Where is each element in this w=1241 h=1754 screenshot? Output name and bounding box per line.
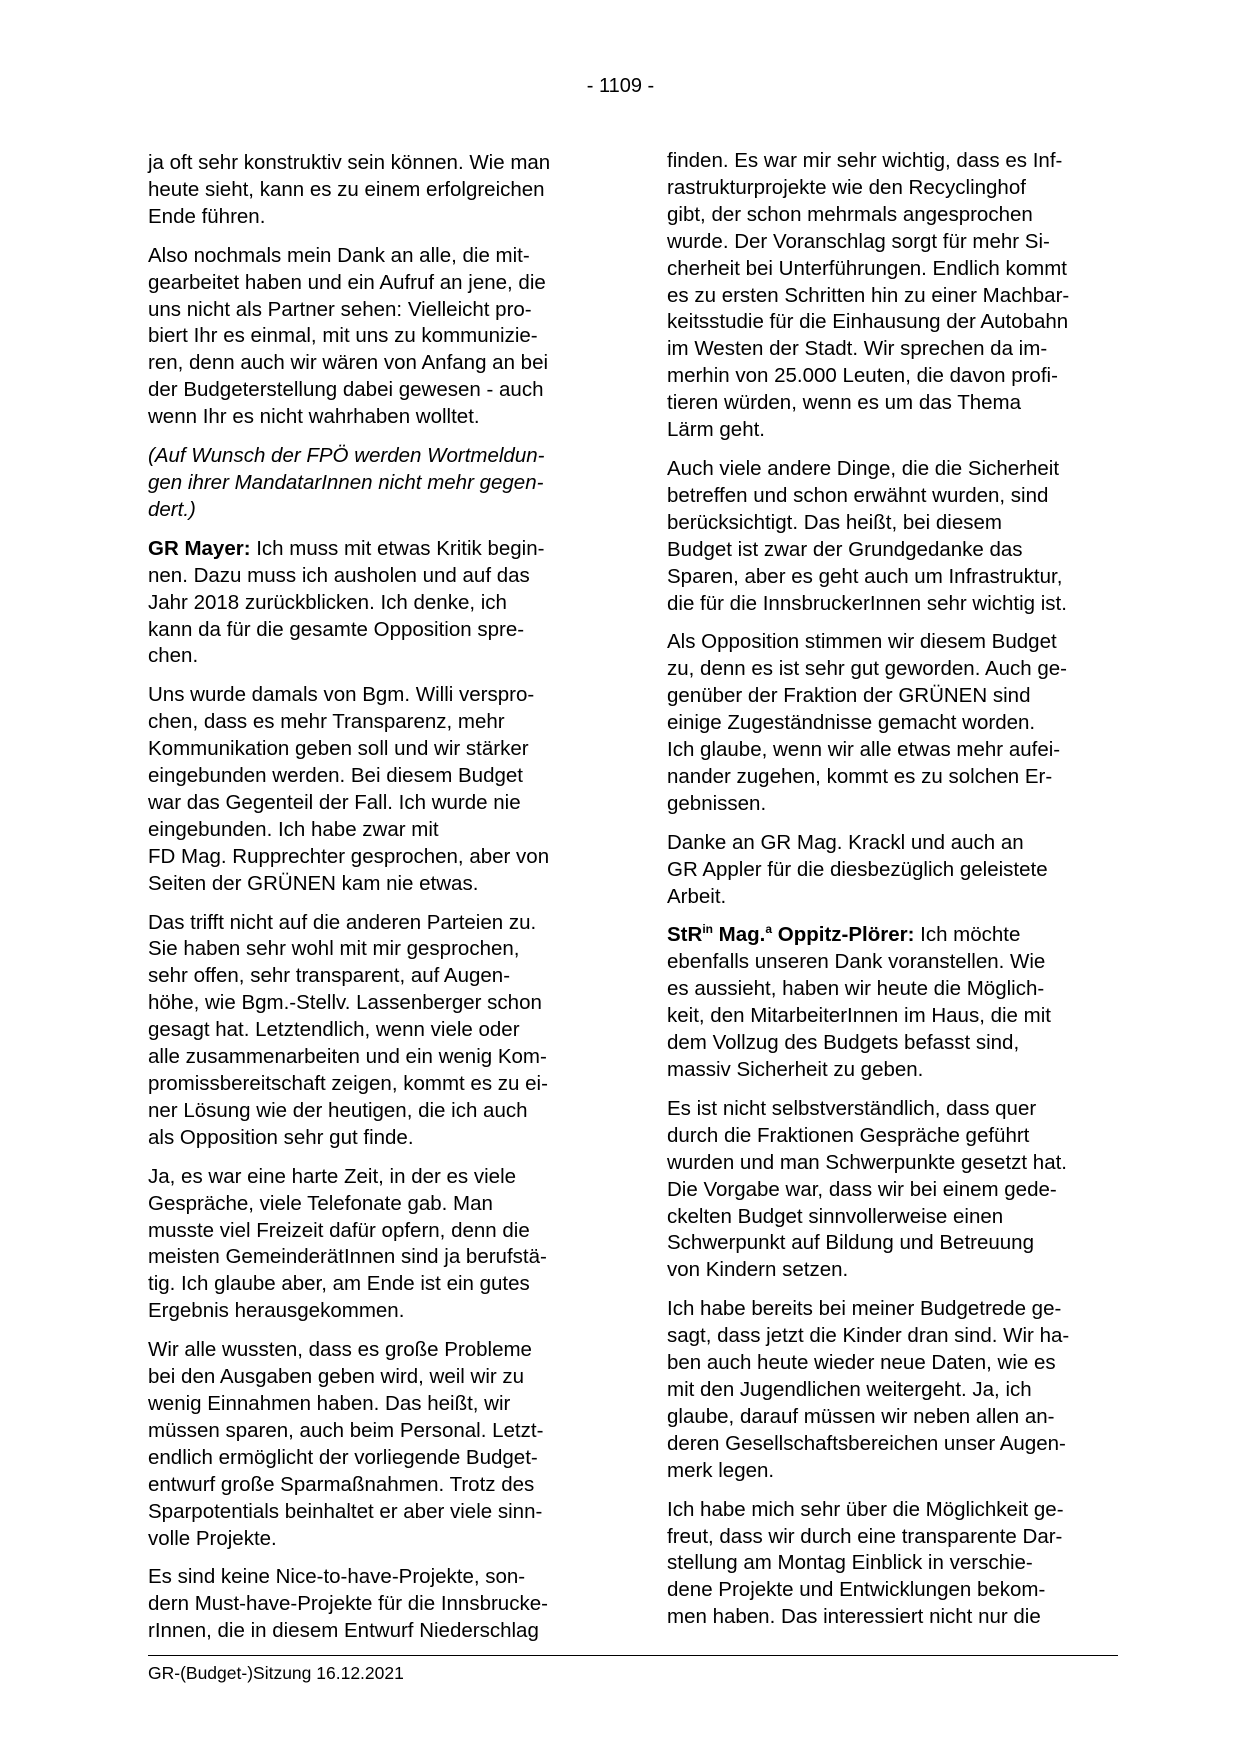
text-line: freut, dass wir durch eine transparente Dar- <box>667 1524 1063 1548</box>
text-line: Ergebnis herausgekommen. <box>148 1299 405 1323</box>
text-line: gesagt hat. Letztendlich, wenn viele oder <box>148 1018 520 1042</box>
text-line: nander zugehen, kommt es zu solchen Er- <box>667 764 1053 788</box>
right-column <box>667 148 1137 1643</box>
text-line: durch die Fraktionen Gespräche geführt <box>667 1123 1030 1147</box>
text-line: es aussieht, haben wir heute die Möglich- <box>667 977 1045 1001</box>
text-line: Es sind keine Nice-to-have-Projekte, son- <box>148 1565 526 1589</box>
text-line: sagt, dass jetzt die Kinder dran sind. Wir ha- <box>667 1324 1070 1348</box>
text-line: einige Zugeständnisse gemacht worden. <box>667 711 1036 735</box>
text-line: ckelten Budget sinnvollerweise einen <box>667 1204 1004 1228</box>
text-line: Schwerpunkt auf Bildung und Betreuung <box>667 1231 1034 1255</box>
text-line: Als Opposition stimmen wir diesem Budget <box>667 630 1057 654</box>
text-line: Die Vorgabe war, dass wir bei einem gede- <box>667 1177 1057 1201</box>
text-line: Uns wurde damals von Bgm. Willi verspro- <box>148 683 535 707</box>
speech-first-line: StR$^{in}$ Mag.$^a$ Oppitz-Plörer: Ich möchte <box>667 921 1021 947</box>
text-line: finden. Es war mir sehr wichtig, dass es Inf- <box>667 149 1063 172</box>
text-line: berücksichtigt. Das heißt, bei diesem <box>667 510 1002 534</box>
text-line: die für die InnsbruckerInnen sehr wichtig ist. <box>667 591 1067 615</box>
footer-divider <box>148 1655 1118 1656</box>
text-line: Sie haben sehr wohl mit mir gesprochen, <box>148 937 520 961</box>
text-line: Ich habe mich sehr über die Möglichkeit ge- <box>667 1497 1064 1521</box>
text-line: wenn Ihr es nicht wahrhaben wolltet. <box>148 405 480 429</box>
text-line: genüber der Fraktion der GRÜNEN sind <box>667 684 1031 708</box>
paragraph <box>667 1497 1137 1632</box>
text-line: dem Vollzug des Budgets befasst sind, <box>667 1031 1020 1055</box>
text-line: volle Projekte. <box>148 1526 277 1550</box>
text-line: Ich habe bereits bei meiner Budgetrede ge- <box>667 1297 1062 1321</box>
text-line: war das Gegenteil der Fall. Ich wurde nie <box>148 790 521 814</box>
text-line: bei den Ausgaben geben wird, weil wir zu <box>148 1365 525 1389</box>
editorial-note <box>148 443 618 524</box>
left-column <box>148 150 618 1657</box>
text-line: keitsstudie für die Einhausung der Autobahn <box>667 310 1069 334</box>
text-line: Seiten der GRÜNEN kam nie etwas. <box>148 871 479 895</box>
text-line: gearbeitet haben und ein Aufruf an jene, die <box>148 270 546 294</box>
text-line: tig. Ich glaube aber, am Ende ist ein gutes <box>148 1272 530 1296</box>
text-line: wurde. Der Voranschlag sorgt für mehr Si- <box>667 229 1050 253</box>
text-line: wurden und man Schwerpunkte gesetzt hat. <box>667 1150 1067 1174</box>
paragraph <box>148 150 618 231</box>
text-line: Ende führen. <box>148 204 266 228</box>
text-line: Das trifft nicht auf die anderen Parteien zu. <box>148 910 537 934</box>
text-line: Danke an GR Mag. Krackl und auch an <box>667 830 1024 854</box>
text-line: Gespräche, viele Telefonate gab. Man <box>148 1191 493 1215</box>
text-line: ebenfalls unseren Dank voranstellen. Wie <box>667 950 1046 974</box>
paragraph <box>148 1164 618 1325</box>
text-line: Lärm geht. <box>667 418 765 442</box>
text-line: heute sieht, kann es zu einem erfolgreichen <box>148 177 545 201</box>
text-line: promissbereitschaft zeigen, kommt es zu ei- <box>148 1072 548 1095</box>
text-line: von Kindern setzen. <box>667 1258 849 1282</box>
text-line: stellung am Montag Einblick in verschie- <box>667 1551 1033 1575</box>
text-line: deren Gesellschaftsbereichen unser Augen- <box>667 1431 1066 1455</box>
text-line: glaube, darauf müssen wir neben allen an- <box>667 1404 1055 1428</box>
speaker-name: GR Mayer: <box>148 536 251 560</box>
text-line: rastrukturprojekte wie den Recyclinghof <box>667 175 1026 199</box>
text-line: FD Mag. Rupprechter gesprochen, aber von <box>148 844 550 868</box>
text-line: chen. <box>148 644 199 668</box>
footer-session-label: GR-(Budget-)Sitzung 16.12.2021 <box>148 1663 404 1683</box>
paragraph <box>148 243 618 431</box>
text-line: GR Appler für die diesbezüglich geleistete <box>667 857 1048 881</box>
text-line: Sparen, aber es geht auch um Infrastruktur, <box>667 564 1063 588</box>
text-line: im Westen der Stadt. Wir sprechen da im- <box>667 337 1048 361</box>
text-line: musste viel Freizeit dafür opfern, denn die <box>148 1218 530 1242</box>
text-line: Jahr 2018 zurückblicken. Ich denke, ich <box>148 590 507 614</box>
text-line: entwurf große Sparmaßnahmen. Trotz des <box>148 1472 535 1496</box>
text-line: tieren würden, wenn es um das Thema <box>667 391 1022 415</box>
speaker-name: StR$^{in}$ Mag.$^a$ Oppitz-Plörer: <box>667 921 915 947</box>
text-line: alle zusammenarbeiten und ein wenig Kom- <box>148 1045 547 1069</box>
text-line: ben auch heute wieder neue Daten, wie es <box>667 1351 1056 1375</box>
text-line: gen ihrer MandatarInnen nicht mehr gegen- <box>148 470 544 494</box>
text-line: men haben. Das interessiert nicht nur die <box>667 1605 1041 1629</box>
text-line: gibt, der schon mehrmals angesprochen <box>667 202 1033 226</box>
text-line: (Auf Wunsch der FPÖ werden Wortmeldun- <box>148 444 545 468</box>
text-line: Sparpotentials beinhaltet er aber viele sinn- <box>148 1499 543 1523</box>
text-line: Auch viele andere Dinge, die die Sicherheit <box>667 456 1060 480</box>
text-line: Kommunikation geben soll und wir stärker <box>148 737 529 761</box>
page-number: - 1109 - <box>586 75 655 97</box>
paragraph <box>148 682 618 897</box>
speech-gr-mayer <box>148 536 618 671</box>
speech-oppitz-ploerer <box>667 922 1137 1083</box>
text-line: dert.) <box>148 497 196 521</box>
text-line: als Opposition sehr gut finde. <box>148 1125 414 1149</box>
paragraph <box>148 1337 618 1552</box>
text-line: Ich glaube, wenn wir alle etwas mehr aufei- <box>667 738 1061 762</box>
text-line: höhe, wie Bgm.-Stellv. Lassenberger schon <box>148 991 542 1015</box>
text-line: eingebunden. Ich habe zwar mit <box>148 817 439 841</box>
text-line: merhin von 25.000 Leuten, die davon profi- <box>667 364 1058 388</box>
text-line: dern Must-have-Projekte für die Innsbrucke- <box>148 1592 548 1616</box>
text-line: ja oft sehr konstruktiv sein können. Wie man <box>148 151 551 174</box>
text-line: meisten GemeinderätInnen sind ja berufstä- <box>148 1245 547 1269</box>
text-line: Es ist nicht selbstverständlich, dass quer <box>667 1096 1037 1120</box>
paragraph <box>667 830 1137 911</box>
text-line: GR Mayer: Ich muss mit etwas Kritik begin- <box>148 536 545 560</box>
text-line: kann da für die gesamte Opposition spre- <box>148 617 525 641</box>
paragraph <box>667 456 1137 617</box>
text-line: es zu ersten Schritten hin zu einer Machbar- <box>667 283 1070 307</box>
paragraph <box>148 910 618 1152</box>
paragraph <box>667 1296 1137 1484</box>
text-line: gebnissen. <box>667 791 767 815</box>
text-line: betreffen und schon erwähnt wurden, sind <box>667 483 1049 507</box>
text-line: eingebunden werden. Bei diesem Budget <box>148 764 523 788</box>
paragraph <box>148 1564 618 1645</box>
text-line: massiv Sicherheit zu geben. <box>667 1058 924 1081</box>
text-line: dene Projekte und Entwicklungen bekom- <box>667 1578 1046 1602</box>
text-line: nen. Dazu muss ich ausholen und auf das <box>148 563 530 587</box>
text-line: Budget ist zwar der Grundgedanke das <box>667 537 1023 561</box>
text-line: Also nochmals mein Dank an alle, die mit- <box>148 243 530 267</box>
text-line: ner Lösung wie der heutigen, die ich auch <box>148 1098 528 1122</box>
text-line: keit, den MitarbeiterInnen im Haus, die mit <box>667 1004 1051 1028</box>
paragraph <box>667 148 1137 444</box>
text-line: mit den Jugendlichen weitergeht. Ja, ich <box>667 1377 1032 1401</box>
text-line: ren, denn auch wir wären von Anfang an bei <box>148 351 549 375</box>
text-line: Arbeit. <box>667 884 727 908</box>
text-line: endlich ermöglicht der vorliegende Budget- <box>148 1445 538 1469</box>
text-line: merk legen. <box>667 1458 775 1482</box>
text-line: rInnen, die in diesem Entwurf Niederschlag <box>148 1619 539 1643</box>
text-line: müssen sparen, auch beim Personal. Letzt- <box>148 1418 544 1442</box>
text-line: der Budgeterstellung dabei gewesen - auch <box>148 378 544 402</box>
text-line: sehr offen, sehr transparent, auf Augen- <box>148 964 511 988</box>
text-line: zu, denn es ist sehr gut geworden. Auch ge- <box>667 657 1068 681</box>
text-line: Wir alle wussten, dass es große Probleme <box>148 1338 532 1362</box>
paragraph <box>667 629 1137 817</box>
text-line: Ja, es war eine harte Zeit, in der es viele <box>148 1164 517 1188</box>
paragraph <box>667 1096 1137 1284</box>
text-line: uns nicht als Partner sehen: Vielleicht pro- <box>148 297 532 321</box>
text-line: cherheit bei Unterführungen. Endlich kommt <box>667 256 1067 280</box>
text-line: biert Ihr es einmal, mit uns zu kommunizie- <box>148 324 538 348</box>
text-line: chen, dass es mehr Transparenz, mehr <box>148 710 505 734</box>
text-line: wenig Einnahmen haben. Das heißt, wir <box>148 1391 511 1415</box>
